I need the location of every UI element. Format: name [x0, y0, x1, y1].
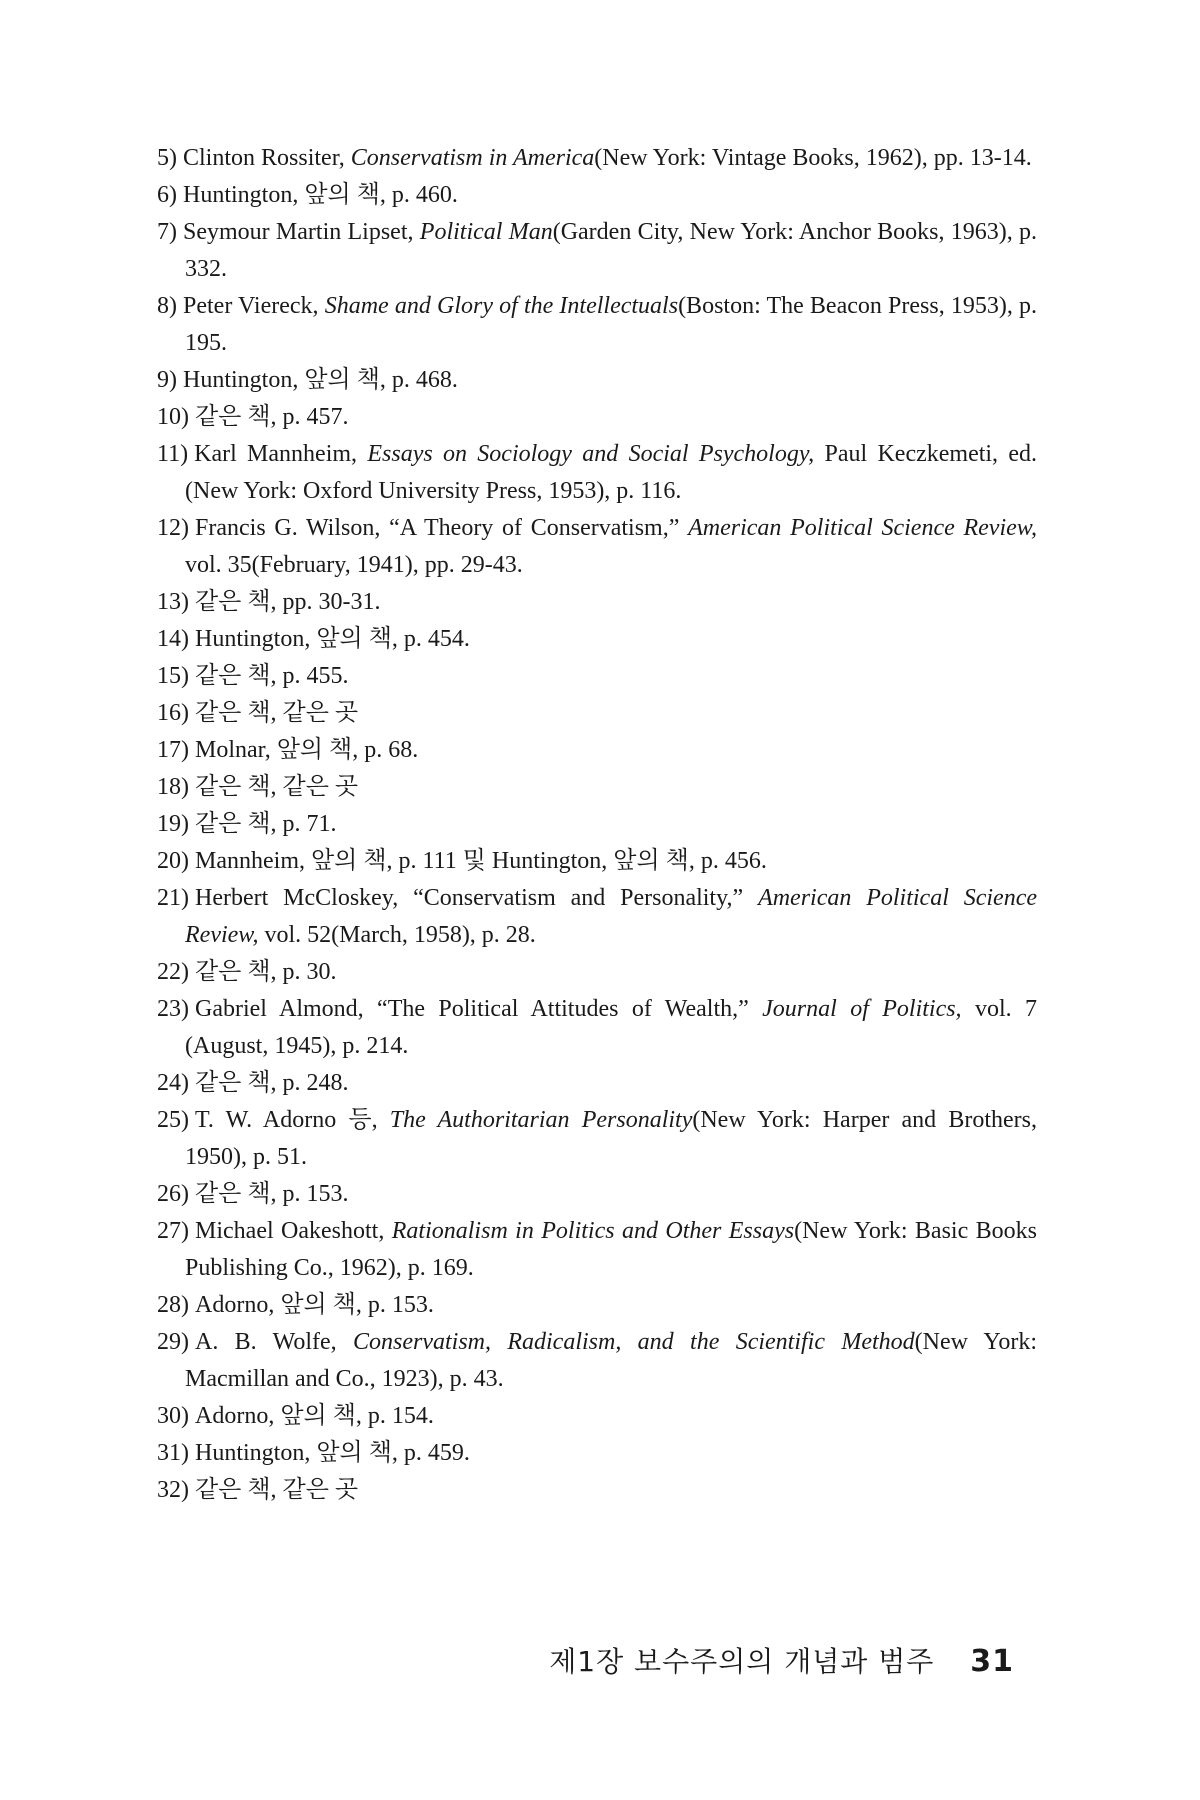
endnote-number: 18) [157, 774, 189, 800]
endnote-text: A. B. Wolfe, [195, 1329, 353, 1355]
endnote-number: 21) [157, 885, 189, 911]
endnote-item [157, 991, 1037, 1065]
endnote-item [157, 769, 1037, 806]
endnote-item [157, 1102, 1037, 1176]
endnote-publication-info: (New York: Macmillan and Co., 1923), p. 43. [185, 1329, 1038, 1392]
endnote-publication-info: Paul Keczkemeti, ed. (New York: Oxford University Press, 1953), p. 116. [185, 441, 1038, 504]
endnote-source-title: Essays on Sociology and Social Psychology, [367, 441, 815, 467]
endnote-item [157, 362, 1037, 399]
endnote-number: 23) [157, 996, 189, 1022]
endnote-number: 5) [157, 145, 177, 171]
endnote-number: 29) [157, 1329, 189, 1355]
endnote-text: Peter Viereck, [183, 293, 325, 319]
endnote-text: Mannheim, 앞의 책, p. 111 및 Huntington, 앞의 책, p. 456. [195, 848, 767, 874]
endnote-text: Clinton Rossiter, [183, 145, 351, 171]
endnote-number: 7) [157, 219, 177, 245]
endnote-publication-info: (Garden City, New York: Anchor Books, 1963), p. 332. [185, 219, 1037, 282]
endnote-text: Seymour Martin Lipset, [183, 219, 420, 245]
endnote-number: 10) [157, 404, 189, 430]
endnote-text: Adorno, 앞의 책, p. 153. [195, 1292, 434, 1318]
endnote-item [157, 214, 1037, 288]
endnote-item [157, 658, 1037, 695]
endnote-number: 20) [157, 848, 189, 874]
endnote-number: 22) [157, 959, 189, 985]
endnote-item [157, 1213, 1037, 1287]
endnote-text: 같은 책, p. 71. [195, 811, 337, 837]
endnote-item [157, 1324, 1037, 1398]
endnote-item [157, 399, 1037, 436]
endnote-text: 같은 책, p. 153. [195, 1181, 349, 1207]
endnote-item [157, 843, 1037, 880]
endnote-publication-info: (Boston: The Beacon Press, 1953), p. 195. [185, 293, 1038, 356]
endnote-source-title: American Political Science Review, [688, 515, 1037, 541]
endnote-number: 28) [157, 1292, 189, 1318]
endnote-text: Huntington, 앞의 책, p. 468. [183, 367, 458, 393]
endnote-item [157, 880, 1037, 954]
endnote-text: Huntington, 앞의 책, p. 454. [195, 626, 470, 652]
endnote-item [157, 436, 1037, 510]
endnote-number: 9) [157, 367, 177, 393]
endnote-item [157, 177, 1037, 214]
endnote-number: 17) [157, 737, 189, 763]
endnote-source-title: Conservatism in America [350, 145, 595, 171]
endnote-number: 6) [157, 182, 177, 208]
endnote-item [157, 1435, 1037, 1472]
endnote-item [157, 806, 1037, 843]
endnote-text: 같은 책, p. 455. [195, 663, 349, 689]
endnote-number: 32) [157, 1477, 189, 1503]
endnote-item [157, 954, 1037, 991]
endnote-item [157, 510, 1037, 584]
endnote-item [157, 1398, 1037, 1435]
endnote-publication-info: vol. 35(February, 1941), pp. 29-43. [185, 552, 523, 578]
endnote-number: 30) [157, 1403, 189, 1429]
endnote-text: 같은 책, p. 30. [195, 959, 337, 985]
endnote-text: Adorno, 앞의 책, p. 154. [195, 1403, 434, 1429]
endnote-publication-info: vol. 7 (August, 1945), p. 214. [185, 996, 1037, 1059]
endnote-number: 11) [157, 441, 189, 467]
endnote-source-title: Political Man [419, 219, 553, 245]
endnote-item [157, 1287, 1037, 1324]
endnote-text: 같은 책, 같은 곳 [195, 1477, 359, 1503]
endnote-number: 24) [157, 1070, 189, 1096]
endnote-source-title: Conservatism, Radicalism, and the Scientific Method [353, 1329, 915, 1355]
endnote-source-title: Shame and Glory of the Intellectuals [324, 293, 679, 319]
endnote-number: 12) [157, 515, 189, 541]
endnote-text: Huntington, 앞의 책, p. 459. [195, 1440, 470, 1466]
endnote-text: Karl Mannheim, [194, 441, 368, 467]
endnote-item [157, 732, 1037, 769]
endnote-publication-info: vol. 52(March, 1958), p. 28. [258, 922, 536, 948]
endnote-text: Michael Oakeshott, [195, 1218, 392, 1244]
chapter-title: 제1장 보수주의의 개념과 범주 [549, 1645, 935, 1678]
endnote-text: Molnar, 앞의 책, p. 68. [195, 737, 419, 763]
endnote-number: 13) [157, 589, 189, 615]
endnote-item [157, 140, 1037, 177]
endnote-publication-info: (New York: Vintage Books, 1962), pp. 13-14. [594, 145, 1032, 171]
endnotes-list [157, 140, 1037, 1509]
endnote-text: T. W. Adorno 등, [195, 1107, 390, 1133]
endnote-number: 19) [157, 811, 189, 837]
endnote-number: 26) [157, 1181, 189, 1207]
endnote-number: 8) [157, 293, 177, 319]
endnote-item [157, 1065, 1037, 1102]
endnote-number: 31) [157, 1440, 189, 1466]
endnote-source-title: American Political Science Review, [185, 885, 1038, 948]
endnote-text: Gabriel Almond, “The Political Attitudes of Wealth,” [195, 996, 763, 1022]
endnote-item [157, 621, 1037, 658]
endnote-publication-info: (New York: Harper and Brothers, 1950), p. 51. [185, 1107, 1037, 1170]
endnote-text: Huntington, 앞의 책, p. 460. [183, 182, 458, 208]
endnote-text: Francis G. Wilson, “A Theory of Conservatism,” [195, 515, 689, 541]
endnote-text: Herbert McCloskey, “Conservatism and Personality,” [195, 885, 759, 911]
endnote-item [157, 695, 1037, 732]
endnote-source-title: Rationalism in Politics and Other Essays [391, 1218, 795, 1244]
endnote-number: 27) [157, 1218, 189, 1244]
endnote-item [157, 288, 1037, 362]
endnote-item [157, 1472, 1037, 1509]
endnote-text: 같은 책, p. 457. [195, 404, 349, 430]
page-number: 31 [970, 1644, 1014, 1679]
endnote-number: 14) [157, 626, 189, 652]
endnote-text: 같은 책, p. 248. [195, 1070, 349, 1096]
running-footer [549, 1640, 1014, 1680]
endnote-text: 같은 책, 같은 곳 [195, 700, 359, 726]
endnote-publication-info: (New York: Basic Books Publishing Co., 1962), p. 169. [185, 1218, 1037, 1281]
endnote-item [157, 1176, 1037, 1213]
endnote-number: 15) [157, 663, 189, 689]
endnote-item [157, 584, 1037, 621]
endnote-text: 같은 책, 같은 곳 [195, 774, 359, 800]
endnote-number: 25) [157, 1107, 189, 1133]
endnote-text: 같은 책, pp. 30-31. [195, 589, 381, 615]
endnote-source-title: The Authoritarian Personality [389, 1107, 693, 1133]
endnote-number: 16) [157, 700, 189, 726]
endnote-source-title: Journal of Politics, [762, 996, 962, 1022]
